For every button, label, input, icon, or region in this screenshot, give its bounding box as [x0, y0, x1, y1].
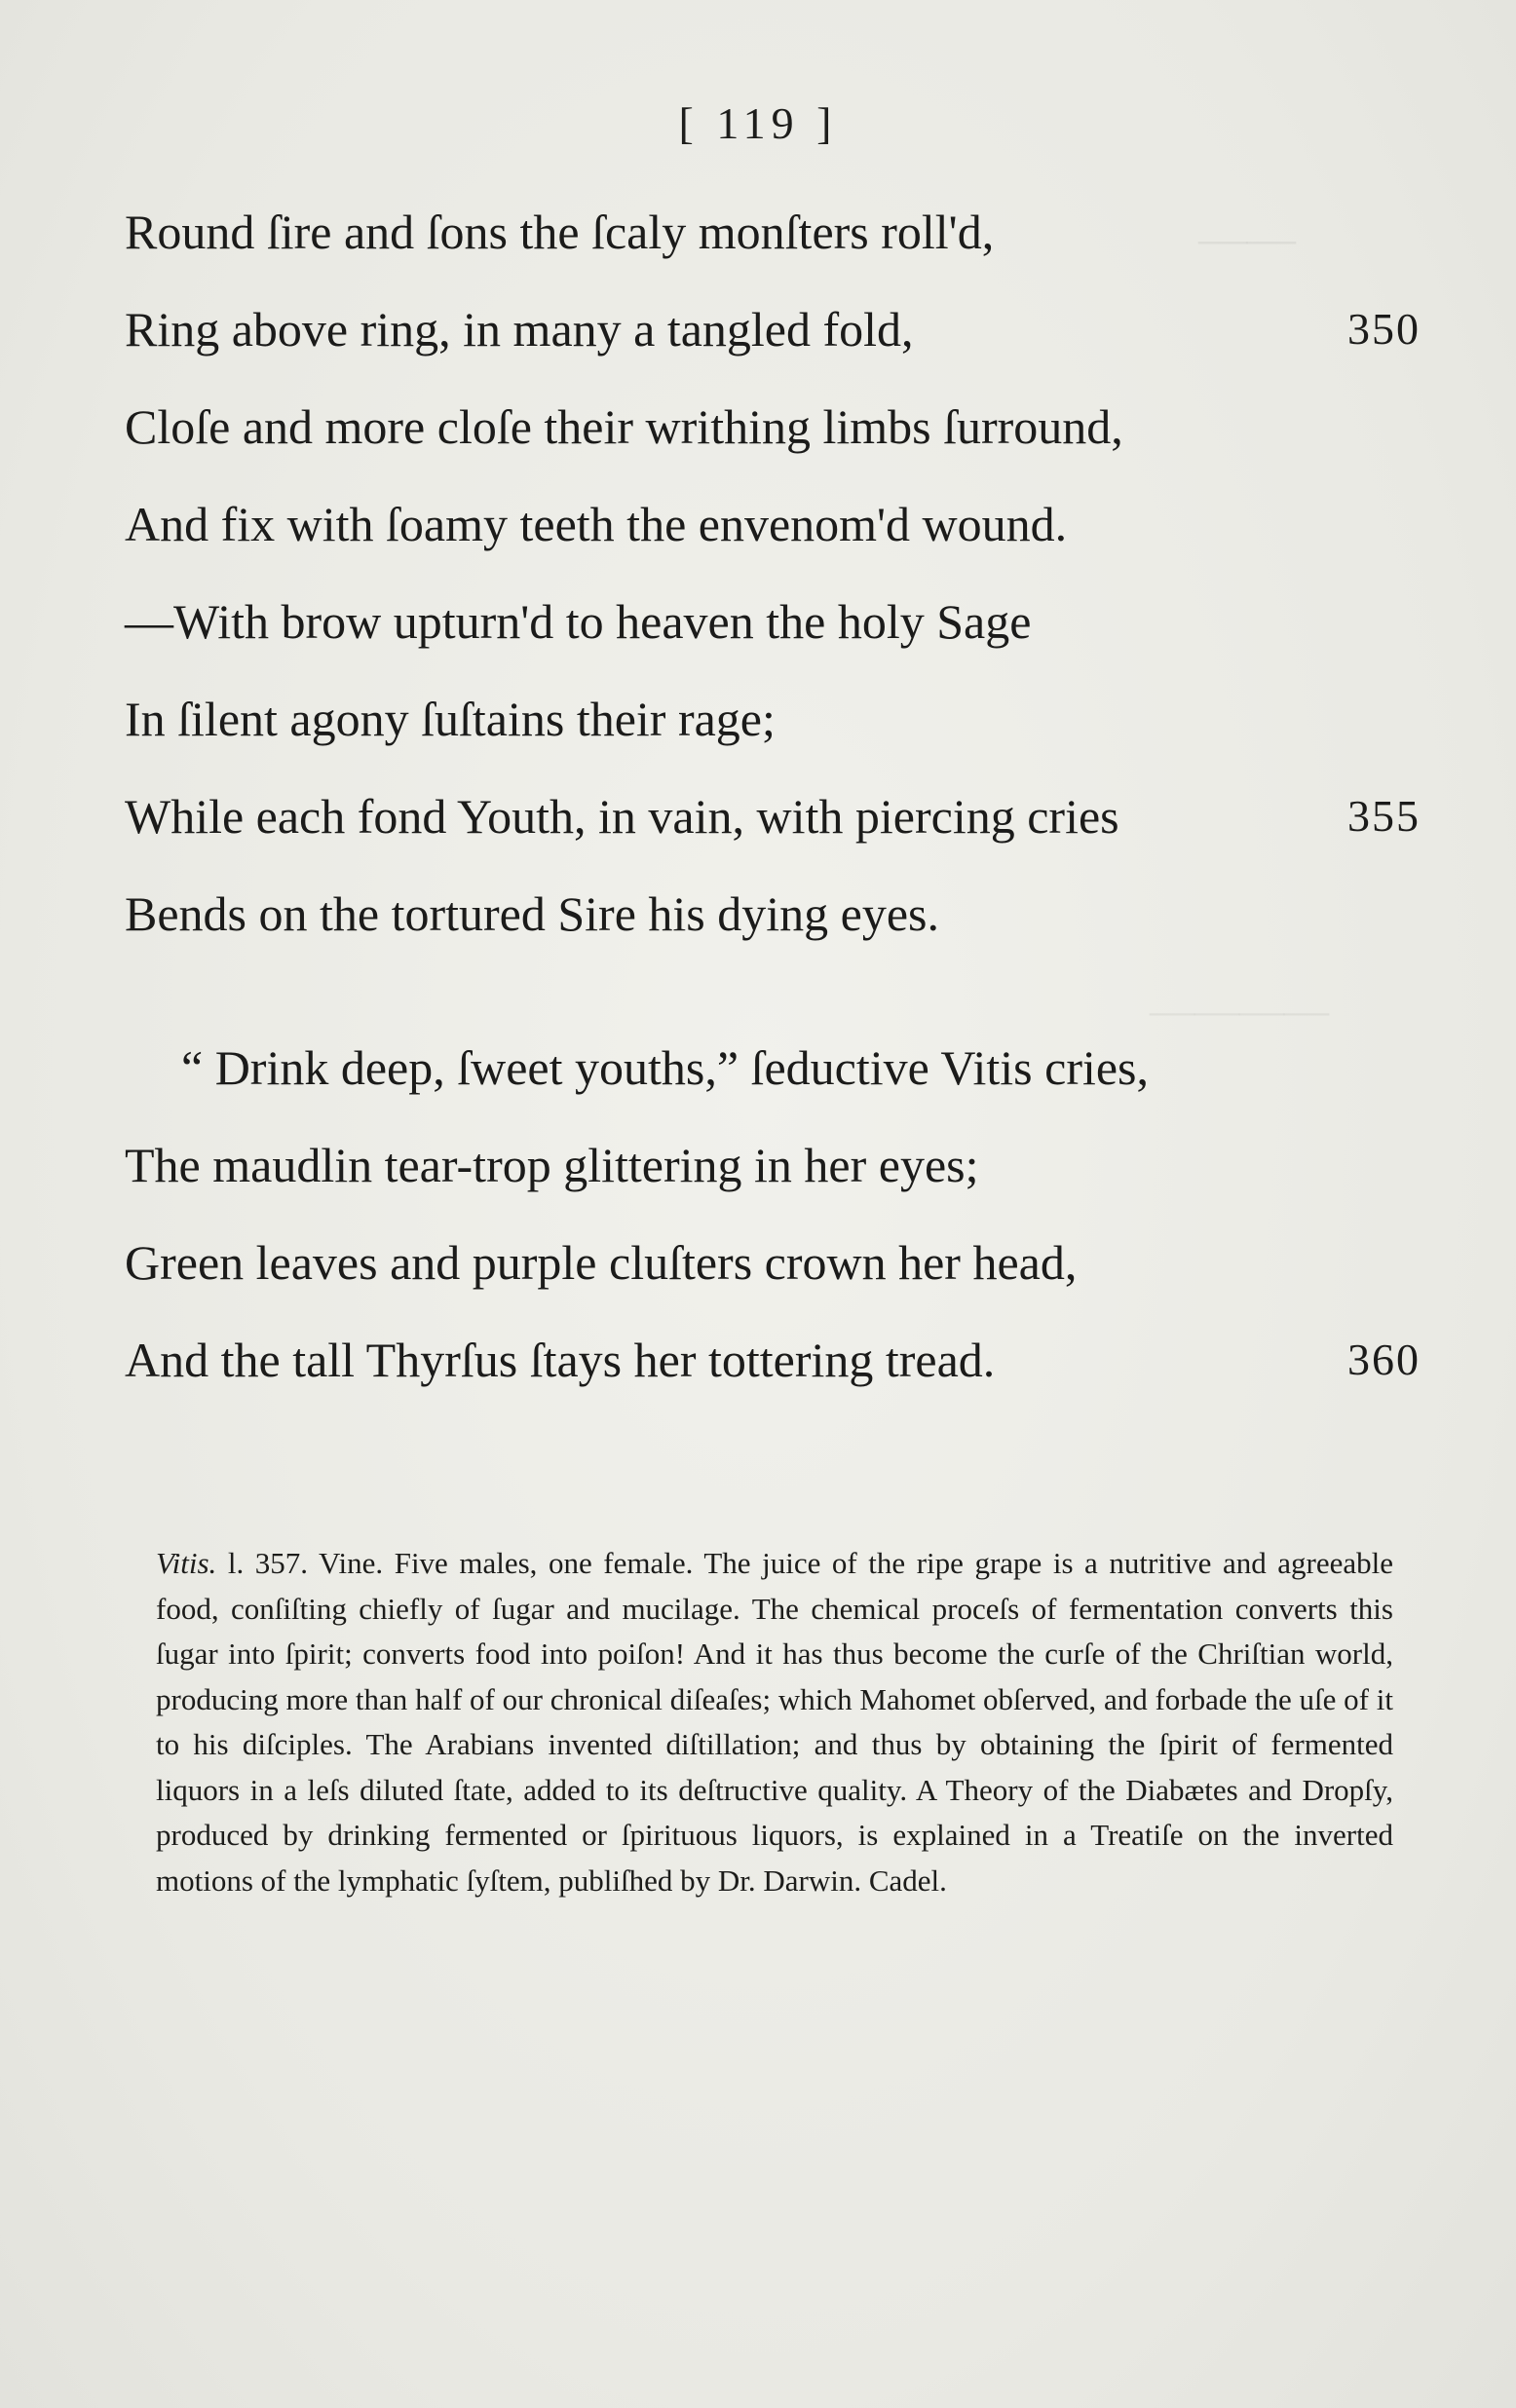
- line-number: 360: [1347, 1335, 1421, 1384]
- poem-line: [125, 1019, 1421, 1116]
- poem-line: [125, 1311, 1421, 1409]
- line-number: 350: [1347, 304, 1421, 354]
- poem-line: [125, 670, 1421, 768]
- poem-line-text: In ſilent agony ſuſtains their rage;: [125, 692, 776, 746]
- footnote-reference: Vitis.: [156, 1546, 217, 1580]
- poem-line-text: —With brow upturn'd to heaven the holy Sage: [125, 594, 1032, 649]
- poem-line-text: While each fond Youth, in vain, with piercing cries: [125, 789, 1119, 844]
- poem-line-text: And fix with ſoamy teeth the envenom'd wound.: [125, 497, 1068, 551]
- poem-line-text: And the tall Thyrſus ſtays her tottering tread.: [125, 1333, 996, 1387]
- poem-line-text: The maudlin tear-trop glittering in her eyes;: [125, 1138, 979, 1192]
- poem-line-text: Round ſire and ſons the ſcaly monſters roll'd,: [125, 205, 995, 259]
- poem-line: [125, 378, 1421, 475]
- poem: [125, 183, 1421, 1409]
- show-through-decoration: ————: [1150, 985, 1329, 1035]
- poem-line-text: Cloſe and more cloſe their writhing limbs ſurround,: [125, 399, 1123, 454]
- poem-line: [125, 1214, 1421, 1311]
- footnote: [156, 1541, 1393, 1903]
- poem-line: [125, 573, 1421, 670]
- line-number: 355: [1347, 791, 1421, 841]
- poem-line: [125, 1116, 1421, 1214]
- poem-line-text: Bends on the tortured Sire his dying eyes.: [125, 886, 939, 941]
- footnote-text: l. 357. Vine. Five males, one female. The juice of the ripe grape is a nutritive and agreeable food, conſiſting chiefly of ſugar and mucilage. The chemical proceſs of fermentation converts this ſugar into ſpirit; converts food into poiſon! And it has thus become the curſe of the Chriſtian world, producing more than half of our chronical diſeaſes; which Mahomet obſerved, and forbade the uſe of it to his diſciples. The Arabians invented diſtillation; and thus by obtaining the ſpirit of fermented liquors in a leſs diluted ſtate, added to its deſtructive quality. A Theory of the Diabætes and Dropſy, produced by drinking fermented or ſpirituous liquors, is explained in a Treatiſe on the inverted motions of the lymphatic ſyſtem, publiſhed by Dr. Darwin. Cadel.: [156, 1546, 1393, 1898]
- poem-line-text: Green leaves and purple cluſters crown her head,: [125, 1235, 1078, 1290]
- poem-line: [125, 475, 1421, 573]
- page-number: [ 119 ]: [678, 98, 838, 148]
- poem-line-text: Ring above ring, in many a tangled fold,: [125, 302, 914, 357]
- poem-line-text: “ Drink deep, ſweet youths,” ſeductive Vitis cries,: [181, 1040, 1150, 1095]
- poem-line: [125, 281, 1421, 378]
- show-through-decoration: ——: [1198, 210, 1296, 265]
- poem-line: [125, 768, 1421, 865]
- poem-line: [125, 865, 1421, 962]
- poem-line: [125, 183, 1421, 281]
